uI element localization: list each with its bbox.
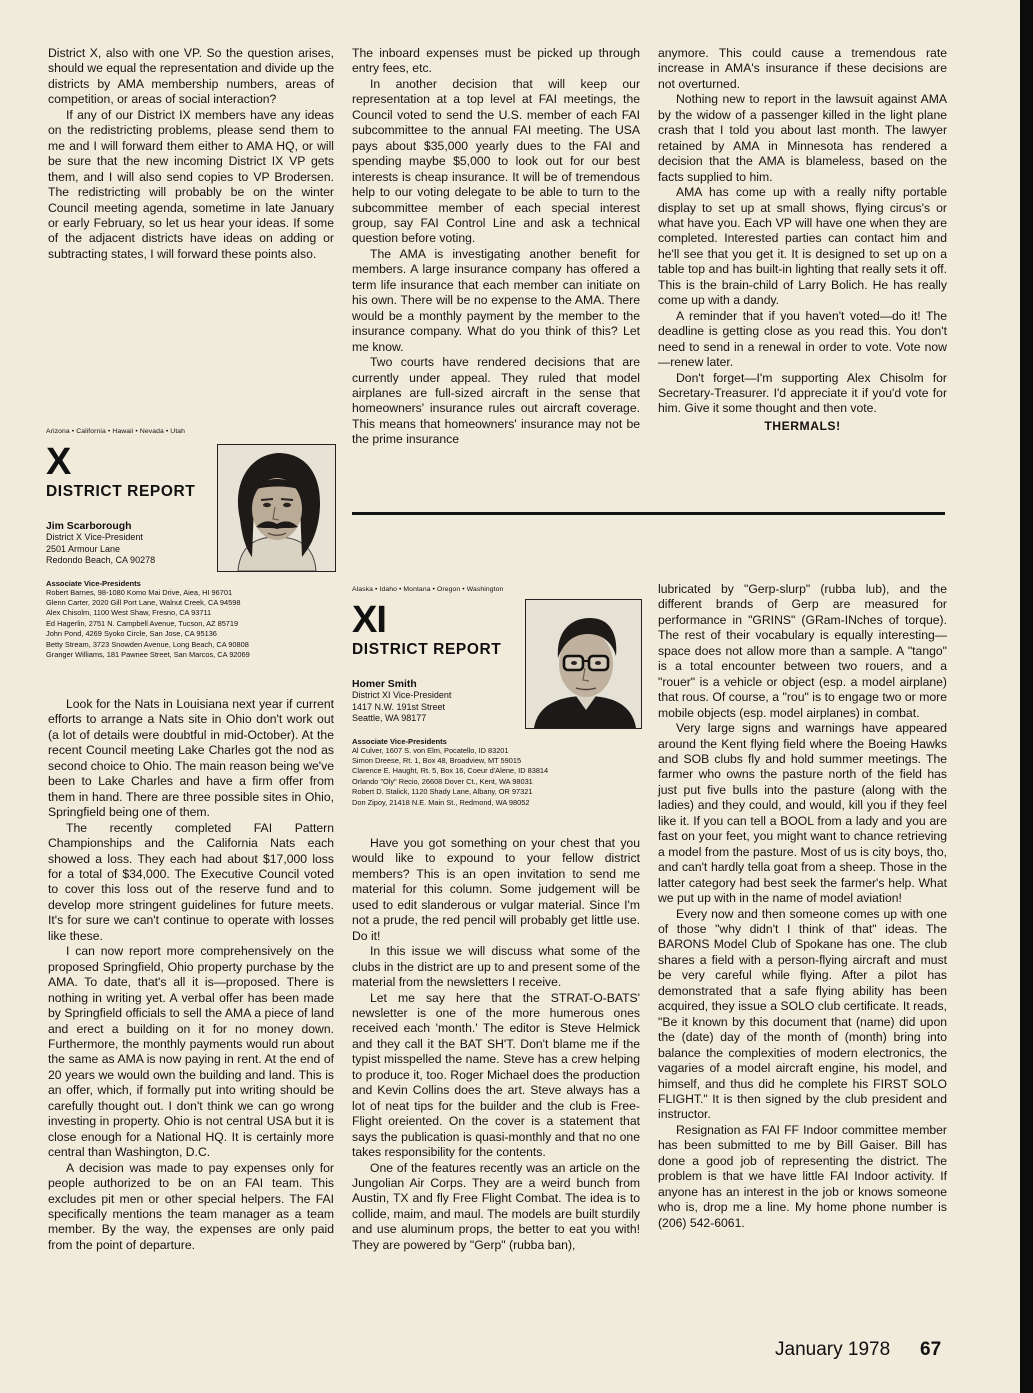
associate-vp: Don Zipoy, 21418 N.E. Main St., Redmond, WA 98052 xyxy=(352,797,530,807)
paragraph: Have you got something on your chest that you would like to expound to your fellow district members? This is an open invitation to send me material for this column. Some judgement will be used to edit slanderous or vulgar material. Since I'm not a prude, the red pencil will probably get little use. Do it! xyxy=(352,836,640,943)
column-1-top xyxy=(48,46,334,262)
vp-title: District XI Vice-President xyxy=(352,690,452,700)
paragraph: AMA has come up with a really nifty portable display to set up at small shows, flying circus's or what have you. Each VP will have one when they are completed. Interested parties can contact him and he'll see that you get it. It is designed to set up on a table top and has built-in lighting that really sets it off. This is the brain-child of Larry Bolich. He has really come up with a dandy. xyxy=(658,185,947,308)
vp-name: Jim Scarborough xyxy=(46,521,132,532)
paragraph: In another decision that will keep our representation at a top level at FAI meetings, the Council voted to send the U.S. member of each FAI subcommittee to the annual FAI meeting. The USA pays about $35,000 yearly dues to the FAI and spending maybe $5,000 to look out for our best interests is cheap insurance. It will be of tremendous help to our voting delegate to be able to turn to the subcommittee member of each special interest group, say FAI Control Line and ask a technical question before voting. xyxy=(352,76,640,246)
vp-portrait-photo xyxy=(217,444,336,572)
district-numeral: X xyxy=(46,441,71,483)
paragraph: In this issue we will discuss what some of the clubs in the district are up to and present some of the material from the newsletters I receive. xyxy=(352,944,640,990)
district-heading: DISTRICT REPORT xyxy=(352,641,502,658)
associate-vp-title: Associate Vice-Presidents xyxy=(352,736,447,746)
associate-vp: Ed Hagerlin, 2751 N. Campbell Avenue, Tucson, AZ 85719 xyxy=(46,618,239,628)
vp-name: Homer Smith xyxy=(352,679,417,690)
paragraph: A reminder that if you haven't voted—do it! The deadline is getting close as you read this. You don't need to send in a renewal in order to vote. Vote now—renew later. xyxy=(658,308,947,370)
paragraph: Very large signs and warnings have appeared around the Kent flying field where the Boeing Hawks and SOB clubs fly and hold summer meetings. The farmer who owns the pasture north of the field has just put five bulls into the pasture (along with the ladies) and they could, and would, kill you if they feel like it. If you can tell a BOOL from a lady and you are fast on your feet, you might want to chance retrieving a model from the pasture. Most of us is city boys, tho, and can't hardly tella goat from a sheep. Those in the latter category had best seek the farmer's help. What we put up with in the name of model aviation! xyxy=(658,721,947,906)
section-divider xyxy=(352,512,945,515)
portrait-illustration xyxy=(526,600,641,728)
associate-vp: Betty Stream, 3723 Snowden Avenue, Long Beach, CA 90808 xyxy=(46,639,249,649)
column-3-bottom xyxy=(658,582,947,1231)
paragraph: One of the features recently was an article on the Jungolian Air Corps. They are a weird bunch from Austin, TX and fly Free Flight Combat. The idea is to collide, maim, and maul. The models are built sturdily and use aluminum props, the better to eat you with! They are powered by "Gerp" (rubba ban), xyxy=(352,1160,640,1252)
associate-vp: Clarence E. Haught, Rt. 5, Box 16, Coeur d'Alene, ID 83814 xyxy=(352,766,549,776)
paragraph: Resignation as FAI FF Indoor committee member has been submitted to me by Bill Gaiser. Bill has done a good job of representing the district. The problem is that we have little FAI Indoor activity. If anyone has an interest in the job or knows someone who is, drop me a line. My home phone number is (206) 542-6061. xyxy=(658,1122,947,1230)
district-numeral: XI xyxy=(352,599,386,641)
associate-vp: John Pond, 4269 Syoko Circle, San Jose, CA 95136 xyxy=(46,629,217,639)
associate-vp-title: Associate Vice-Presidents xyxy=(46,578,141,588)
district-heading: DISTRICT REPORT xyxy=(46,483,196,500)
portrait-illustration xyxy=(218,445,335,571)
paragraph: Let me say here that the STRAT-O-BATS' newsletter is one of the more humerous ones received each 'month.' The editor is Steve Helmick and they call it the BAT SH'T. Don't blame me if the typist misspelled the name. Steve has a crew helping to produce it, too. Roger Michael does the production and Kevin Collins does the art. Steve always has a lot of neat tips for the builder and the club is Free-Flight oreiented. On the cover is a statement that says the publication is quasi-monthly and that no one takes responsibility for the contents. xyxy=(352,990,640,1160)
paragraph: If any of our District IX members have any ideas on the redistricting problems, please send them to me and I will forward them either to AMA HQ, or will be sure that the new incoming District IX VP gets them, and I will also send copies to VP Brodersen. The redistricting will probably be on the winter Council meeting agenda, sometime in late January or early February, so let us hear your ideas. If some of the adjacent districts have ideas on adding or subtracting states, I will forward these points also. xyxy=(48,107,334,261)
paragraph: I can now report more comprehensively on the proposed Springfield, Ohio property purchase by the AMA. To date, that's all it is—proposed. There is nothing in writing yet. A verbal offer has been made by Springfield officials to sell the AMA a piece of land and erect a building on it for no money down. Furthermore, the monthly payments would run about the same as AMA is now paying in rent. At the end of 20 years we would own the building and land. This is an offer, which, if formally put into writing should be carefully thought out. I don't think we can go wrong investing in property. Ohio is not central USA but it is close enough for a National HQ. It is certainly more central than Washington, D.C. xyxy=(48,944,334,1160)
column-2-bottom xyxy=(352,836,640,1253)
paragraph: lubricated by "Gerp-slurp" (rubba lub), and the different brands of Gerp are measured for performance in "GRINS" (GRam-INches of torque). The rest of their vocabulary is equally interesting—space does not allow more than a sample. A "tango" is a total encounter between two rouers, and a "rouer" is a vehicle or object (esp. a model airplane) that rous. Of course, a "rou" is to engage two or more mobile objects (esp. model airplanes) in combat. xyxy=(658,582,947,720)
paragraph: The recently completed FAI Pattern Championships and the California Nats each showed a loss. They each had about $17,000 loss for a total of $34,000. The Executive Council voted to cover this loss out of the reserve fund and to develop more stringent guidelines for future meets. It's for sure we can't continue to operate with losses like these. xyxy=(48,820,334,943)
column-1-bottom xyxy=(48,697,334,1253)
paragraph: Look for the Nats in Louisiana next year if current efforts to arrange a Nats site in Ohio don't work out (a lot of details were doubtful in mid-October). At the recent Council meeting Lake Charles got the nod as second choice to Ohio. The main reason being we've been to Lake Charles and have a firm offer from them in hand. There are three possible sites in Ohio, Springfield being one of them. xyxy=(48,697,334,820)
paragraph: anymore. This could cause a tremendous rate increase in AMA's insurance if these decisions are not overturned. xyxy=(658,46,947,91)
vp-portrait-photo xyxy=(525,599,642,729)
page-number: 67 xyxy=(920,1339,942,1360)
associate-vp: Al Culver, 1607 S. von Elm, Pocatello, ID 83201 xyxy=(352,745,509,755)
associate-vp: Granger Williams, 181 Pawnee Street, San Marcos, CA 92069 xyxy=(46,649,250,659)
associate-vp: Glenn Carter, 2020 Gill Port Lane, Walnut Creek, CA 94598 xyxy=(46,597,241,607)
associate-vp: Robert Barnes, 98-1080 Komo Mai Drive, Aiea, HI 96701 xyxy=(46,587,233,597)
vp-address: Redondo Beach, CA 90278 xyxy=(46,555,156,565)
paragraph: Nothing new to report in the lawsuit against AMA by the widow of a passenger killed in the light plane crash that I told you about last month. The lawyer retained by AMA in Minnesota has rendered a decision that the AMA is blameless, based on the facts supplied to him. xyxy=(658,92,947,184)
associate-vp: Simon Dreese, Rt. 1, Box 48, Broadview, MT 59015 xyxy=(352,755,522,765)
column-3-top xyxy=(658,46,947,434)
associate-vp: Alex Chisolm, 1100 West Shaw, Fresno, CA 93711 xyxy=(46,608,212,618)
associate-vp: Orlando "Oly" Recio, 26608 Dover Ct., Kent, WA 98031 xyxy=(352,776,533,786)
vp-title: District X Vice-President xyxy=(46,532,143,542)
paragraph: A decision was made to pay expenses only for people authorized to be on an FAI team. This excludes pit men or other special helpers. The FAI specifically mentions the team manager as a team member. By the way, the expenses are only paid from the point of departure. xyxy=(48,1160,334,1252)
paragraph: The inboard expenses must be picked up through entry fees, etc. xyxy=(352,46,640,76)
vp-address: 2501 Armour Lane xyxy=(46,543,121,554)
district-states: Arizona • California • Hawaii • Nevada • Utah xyxy=(46,428,186,435)
paragraph: Two courts have rendered decisions that are currently under appeal. They ruled that model airplanes are full-sized aircraft in the sense that homeowners' insurance rules out aircraft coverage. This means that homeowners' insurance may not be the prime insurance xyxy=(352,355,640,447)
district-states: Alaska • Idaho • Montana • Oregon • Washington xyxy=(352,586,504,593)
column-2-top xyxy=(352,46,640,448)
vp-address: Seattle, WA 98177 xyxy=(352,713,427,723)
vp-address: 1417 N.W. 191st Street xyxy=(352,701,446,712)
paragraph: District X, also with one VP. So the question arises, should we equal the representation and divide up the districts by AMA membership numbers, areas of competition, or areas of social interaction? xyxy=(48,46,334,107)
paragraph: The AMA is investigating another benefit for members. A large insurance company has offered a term life insurance that each member can initiate on his own. There will be no expense to the AMA. There would be a monthly payment by the member to the insurance company. What do you think of this? Let me know. xyxy=(352,246,640,354)
associate-vp: Robert D. Stalick, 1120 Shady Lane, Albany, OR 97321 xyxy=(352,787,533,797)
signoff: THERMALS! xyxy=(764,418,841,433)
paragraph: Every now and then someone comes up with one of those "why didn't I think of that" ideas. The BARONS Model Club of Spokane has one. The club shares a field with a person-flying aircraft and must be very careful while flying. After a pilot has demonstrated that a safe flying ability has been acquired, they issue a SOLO club certificate. It reads, "Be it known by this document that (name) did upon the (date) day of the month of (month) bring into balance the complexities of modern electronics, the vagaries of a model aircraft engine, his model, and himself, and thus did he complete his FIRST SOLO FLIGHT." It is then signed by the club president and instructor. xyxy=(658,906,947,1122)
paragraph: Don't forget—I'm supporting Alex Chisolm for Secretary-Treasurer. I'd appreciate it if you'd vote for him. Give it some thought and then vote. xyxy=(658,370,947,416)
issue-date: January 1978 xyxy=(775,1339,891,1360)
